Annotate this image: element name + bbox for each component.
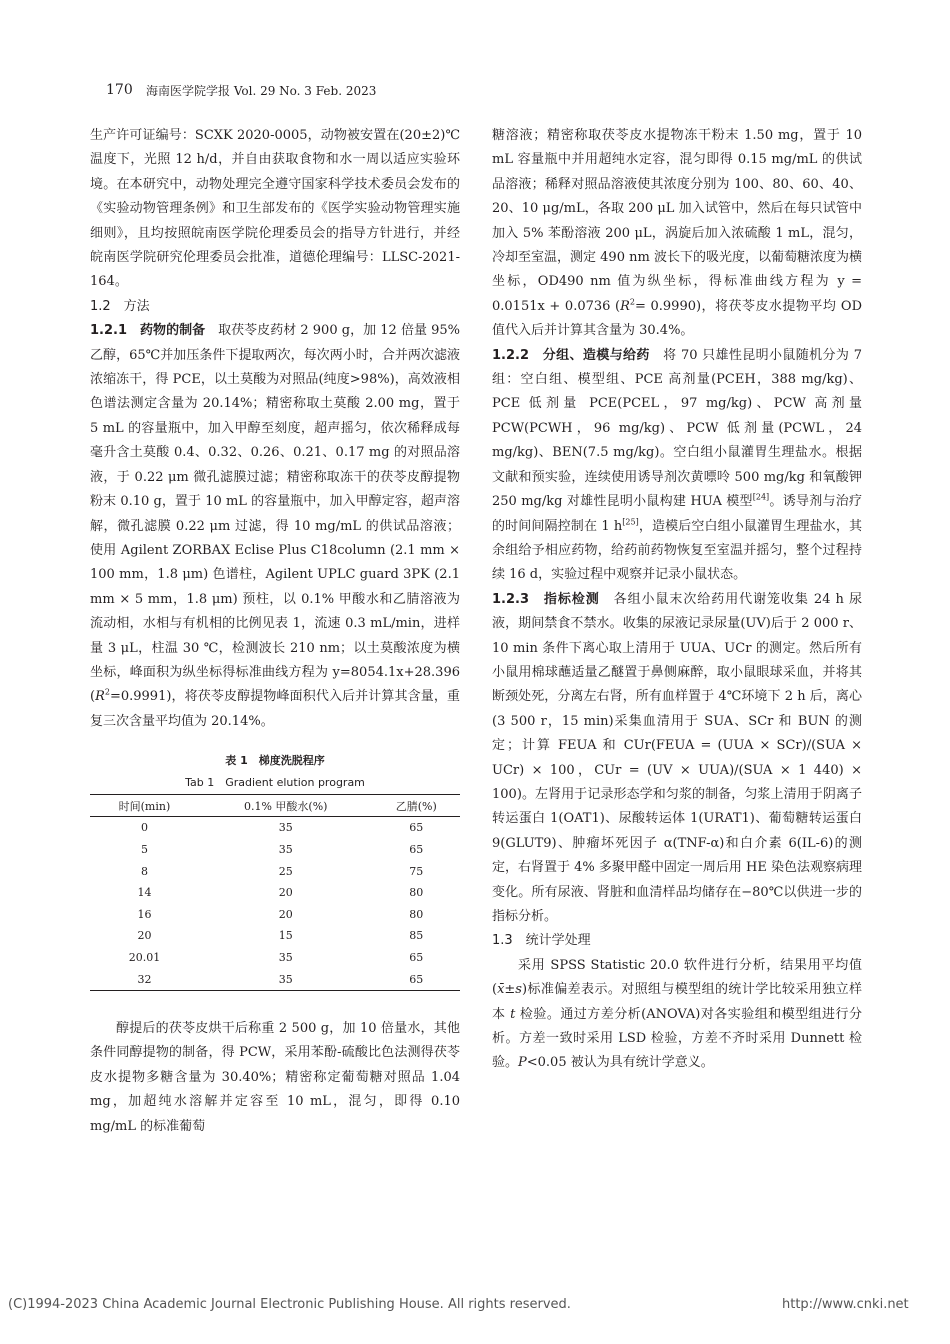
table-header: 时间(min) bbox=[90, 795, 199, 817]
table-header: 0.1% 甲酸水(%) bbox=[199, 795, 373, 817]
table-header: 乙腈(%) bbox=[373, 795, 460, 817]
gradient-table bbox=[90, 794, 460, 991]
table-caption-en: Tab 1 Gradient elution program bbox=[185, 776, 365, 790]
subsection-title: 1.2.2 分组、造模与给药 bbox=[492, 347, 650, 363]
table-row: 5 35 65 bbox=[140, 843, 424, 857]
paragraph-statistics: 采用 SPSS Statistic 20.0 软件进行分析，结果用平均值(x̄±s)标准偏差表示。对照组与模型组的统计学比较采用独立样本 t 检验。通过方差分析(ANOVA)对各实验组和模型组进行分析。方差一致时采用 LSD 检验，方差不齐时采用 Dunnett 检验。P<0.05 被认为具有统计学意义。 bbox=[492, 957, 862, 1071]
journal-citation: 海南医学院学报 Vol. 29 No. 3 Feb. 2023 bbox=[146, 84, 377, 98]
paragraph-drug-preparation: 1.2.1 药物的制备 取茯苓皮药材 2 900 g，加 12 倍量 95% 乙醇，65℃并加压条件下提取两次，每次两小时，合并两次滤液浓缩冻干，得 PCE，以土莫酸为对照品(纯度>98%)，高效液相色谱法测定含量为 20.14%；精密称取土莫酸 2.00 mg，置于 5 mL 的容量瓶中，加入甲醇至刻度，超声摇匀，依次稀释成每毫升含土莫酸 0.4、0.32、0.26、0.21、0.17 mg 的对照品溶液，于 0.22 μm 微孔滤膜过滤；精密称取冻干的茯苓皮醇提物粉末 0.10 g，置于 10 mL 的容量瓶中，加入甲醇定容，超声溶解，微孔滤膜 0.22 μm 过滤，得 10 mg/mL 的供试品溶液；使用 Agilent ZORBAX Eclise Plus C18column (2.1 mm × 100 mm，1.8 μm) 色谱柱，Agilent UPLC guard 3PK (2.1 mm × 5 mm，1.8 μm) 预柱，以 0.1% 甲酸水和乙腈溶液为流动相，水相与有机相的比例见表 1，流速 0.3 mL/min，进样量 3 μL，柱温 30 ℃，检测波长 210 nm；以土莫酸浓度为横坐标，峰面积为纵坐标得标准曲线方程为 y=8054.1x+28.396 $(R^2=0.9991)$，将茯苓皮醇提物峰面积代入后并计算其含量，重复三次含量平均值为 20.14%。 bbox=[90, 323, 461, 729]
subsection-title: 1.2.1 药物的制备 bbox=[90, 323, 206, 339]
table-row: 20 15 85 bbox=[137, 929, 424, 943]
table-row: 8 25 75 bbox=[140, 864, 424, 878]
table-row: 14 20 80 bbox=[137, 886, 424, 900]
section-heading-statistics: 1.3 统计学处理 bbox=[492, 933, 591, 949]
cnki-link[interactable]: http://www.cnki.net bbox=[782, 1297, 909, 1312]
table-row: 20.01 35 65 bbox=[128, 951, 424, 965]
running-header bbox=[106, 82, 866, 100]
table-row: 16 20 80 bbox=[137, 907, 424, 921]
paragraph-grouping: 1.2.2 分组、造模与给药 将 70 只雄性昆明小鼠随机分为 7 组：空白组、模型组、PCE 高剂量(PCEH，388 mg/kg)、PCE 低剂量 PCE(PCEL，97 mg/kg)、PCW 高剂量 PCW(PCWH，96 mg/kg)、PCW 低剂量(PCWL，24 mg/kg)、BEN(7.5 mg/kg)。空白组小鼠灌胃生理盐水。根据文献和预实验，连续使用诱导剂次黄嘌呤 500 mg/kg 和氧酸钾 250 mg/kg 对雄性昆明小鼠构建 HUA 模型[24]。诱导剂与治疗的时间间隔控制在 1 h[25]，造模后空白组小鼠灌胃生理盐水，其余组给予相应药物，给药前药物恢复至室温并摇匀，整个过程持续 16 d，实验过程中观察并记录小鼠状态。 bbox=[492, 347, 863, 583]
left-column bbox=[90, 124, 460, 1139]
paragraph-water-extract: 醇提后的茯苓皮烘干后称重 2 500 g，加 10 倍量水，其他条件同醇提物的制备，得 PCW，采用苯酚-硫酸比色法测得茯苓皮水提物多糖含量为 30.40%；精密称定葡萄糖对照品 1.04 mg，加超纯水溶解并定容至 10 mL，混匀，即得 0.10 mg/mL 的标准葡萄 bbox=[90, 1020, 460, 1134]
paragraph-polysaccharide: 糖溶液；精密称取茯苓皮水提物冻干粉末 1.50 mg，置于 10 mL 容量瓶中并用超纯水定容，混匀即得 0.15 mg/mL 的供试品溶液；稀释对照品溶液使其浓度分别为 100、80、60、40、20、10 μg/mL，各取 200 μL 加入试管中，然后在每只试管中加入 5% 苯酚溶液 200 μL，涡旋后加入浓硫酸 1 mL，混匀，冷却至室温，测定 490 nm 波长下的吸光度，以葡萄糖浓度为横坐标，OD490 nm 值为纵坐标，得标准曲线方程为 y = 0.0151x + 0.0736 $(R^2= 0.9990)$，将茯苓皮水提物平均 OD 值代入后并计算其含量为 30.4%。 bbox=[492, 128, 862, 339]
citation-ref: [25] bbox=[622, 517, 639, 527]
subsection-title: 1.2.3 指标检测 bbox=[492, 591, 600, 607]
table-row: 32 35 65 bbox=[90, 968, 460, 990]
citation-ref: [24] bbox=[752, 492, 770, 502]
copyright-notice: (C)1994-2023 China Academic Journal Electronic Publishing House. All rights reserved. bbox=[8, 1297, 571, 1312]
page-number: 170 bbox=[106, 82, 133, 98]
table-row: 0 35 65 bbox=[140, 821, 424, 835]
section-heading-methods: 1.2 方法 bbox=[90, 298, 150, 314]
paragraph-animals: 生产许可证编号：SCXK 2020-0005，动物被安置在(20±2)℃温度下，光照 12 h/d，并自由获取食物和水一周以适应实验环境。在本研究中，动物处理完全遵守国家科学技术委员会发布的《实验动物管理条例》和卫生部发布的《医学实验动物管理实施细则》，且均按照皖南医学院伦理委员会的指导方针进行，并经皖南医学院研究伦理委员会批准，道德伦理编号：LLSC-2021-164。 bbox=[90, 128, 460, 290]
right-column bbox=[492, 124, 862, 1076]
paragraph-detection: 1.2.3 指标检测 各组小鼠末次给药用代谢笼收集 24 h 尿液，期间禁食不禁水。收集的尿液记录尿量(UV)后于 2 000 r、10 min 条件下离心取上清用于 UUA、UCr 的测定。然后所有小鼠用棉球蘸适量乙醚置于鼻侧麻醉，取小鼠眼球采血，并将其断颈处死，分离左右肾，所有血样置于 4℃环境下 2 h 后，离心(3 500 r，15 min)采集血清用于 SUA、SCr 和 BUN 的测定；计算 FEUA 和 CUr(FEUA = (UUA × SCr)/(SUA × UCr) × 100，CUr = (UV × UUA)/(SUA × 1 440) × 100)。左肾用于记录形态学和匀浆的制备，匀浆上清用于阴离子转运蛋白 1(OAT1)、尿酸转运体 1(URAT1)、葡萄糖转运蛋白 9(GLUT9)、肿瘤坏死因子 α(TNF-α)和白介素 6(IL-6)的测定，右肾置于 4% 多聚甲醛中固定一周后用 HE 染色法观察病理变化。所有尿液、肾脏和血清样品均储存在−80℃以供进一步的指标分析。 bbox=[492, 591, 863, 924]
table-caption-zh: 表 1 梯度洗脱程序 bbox=[225, 754, 325, 768]
